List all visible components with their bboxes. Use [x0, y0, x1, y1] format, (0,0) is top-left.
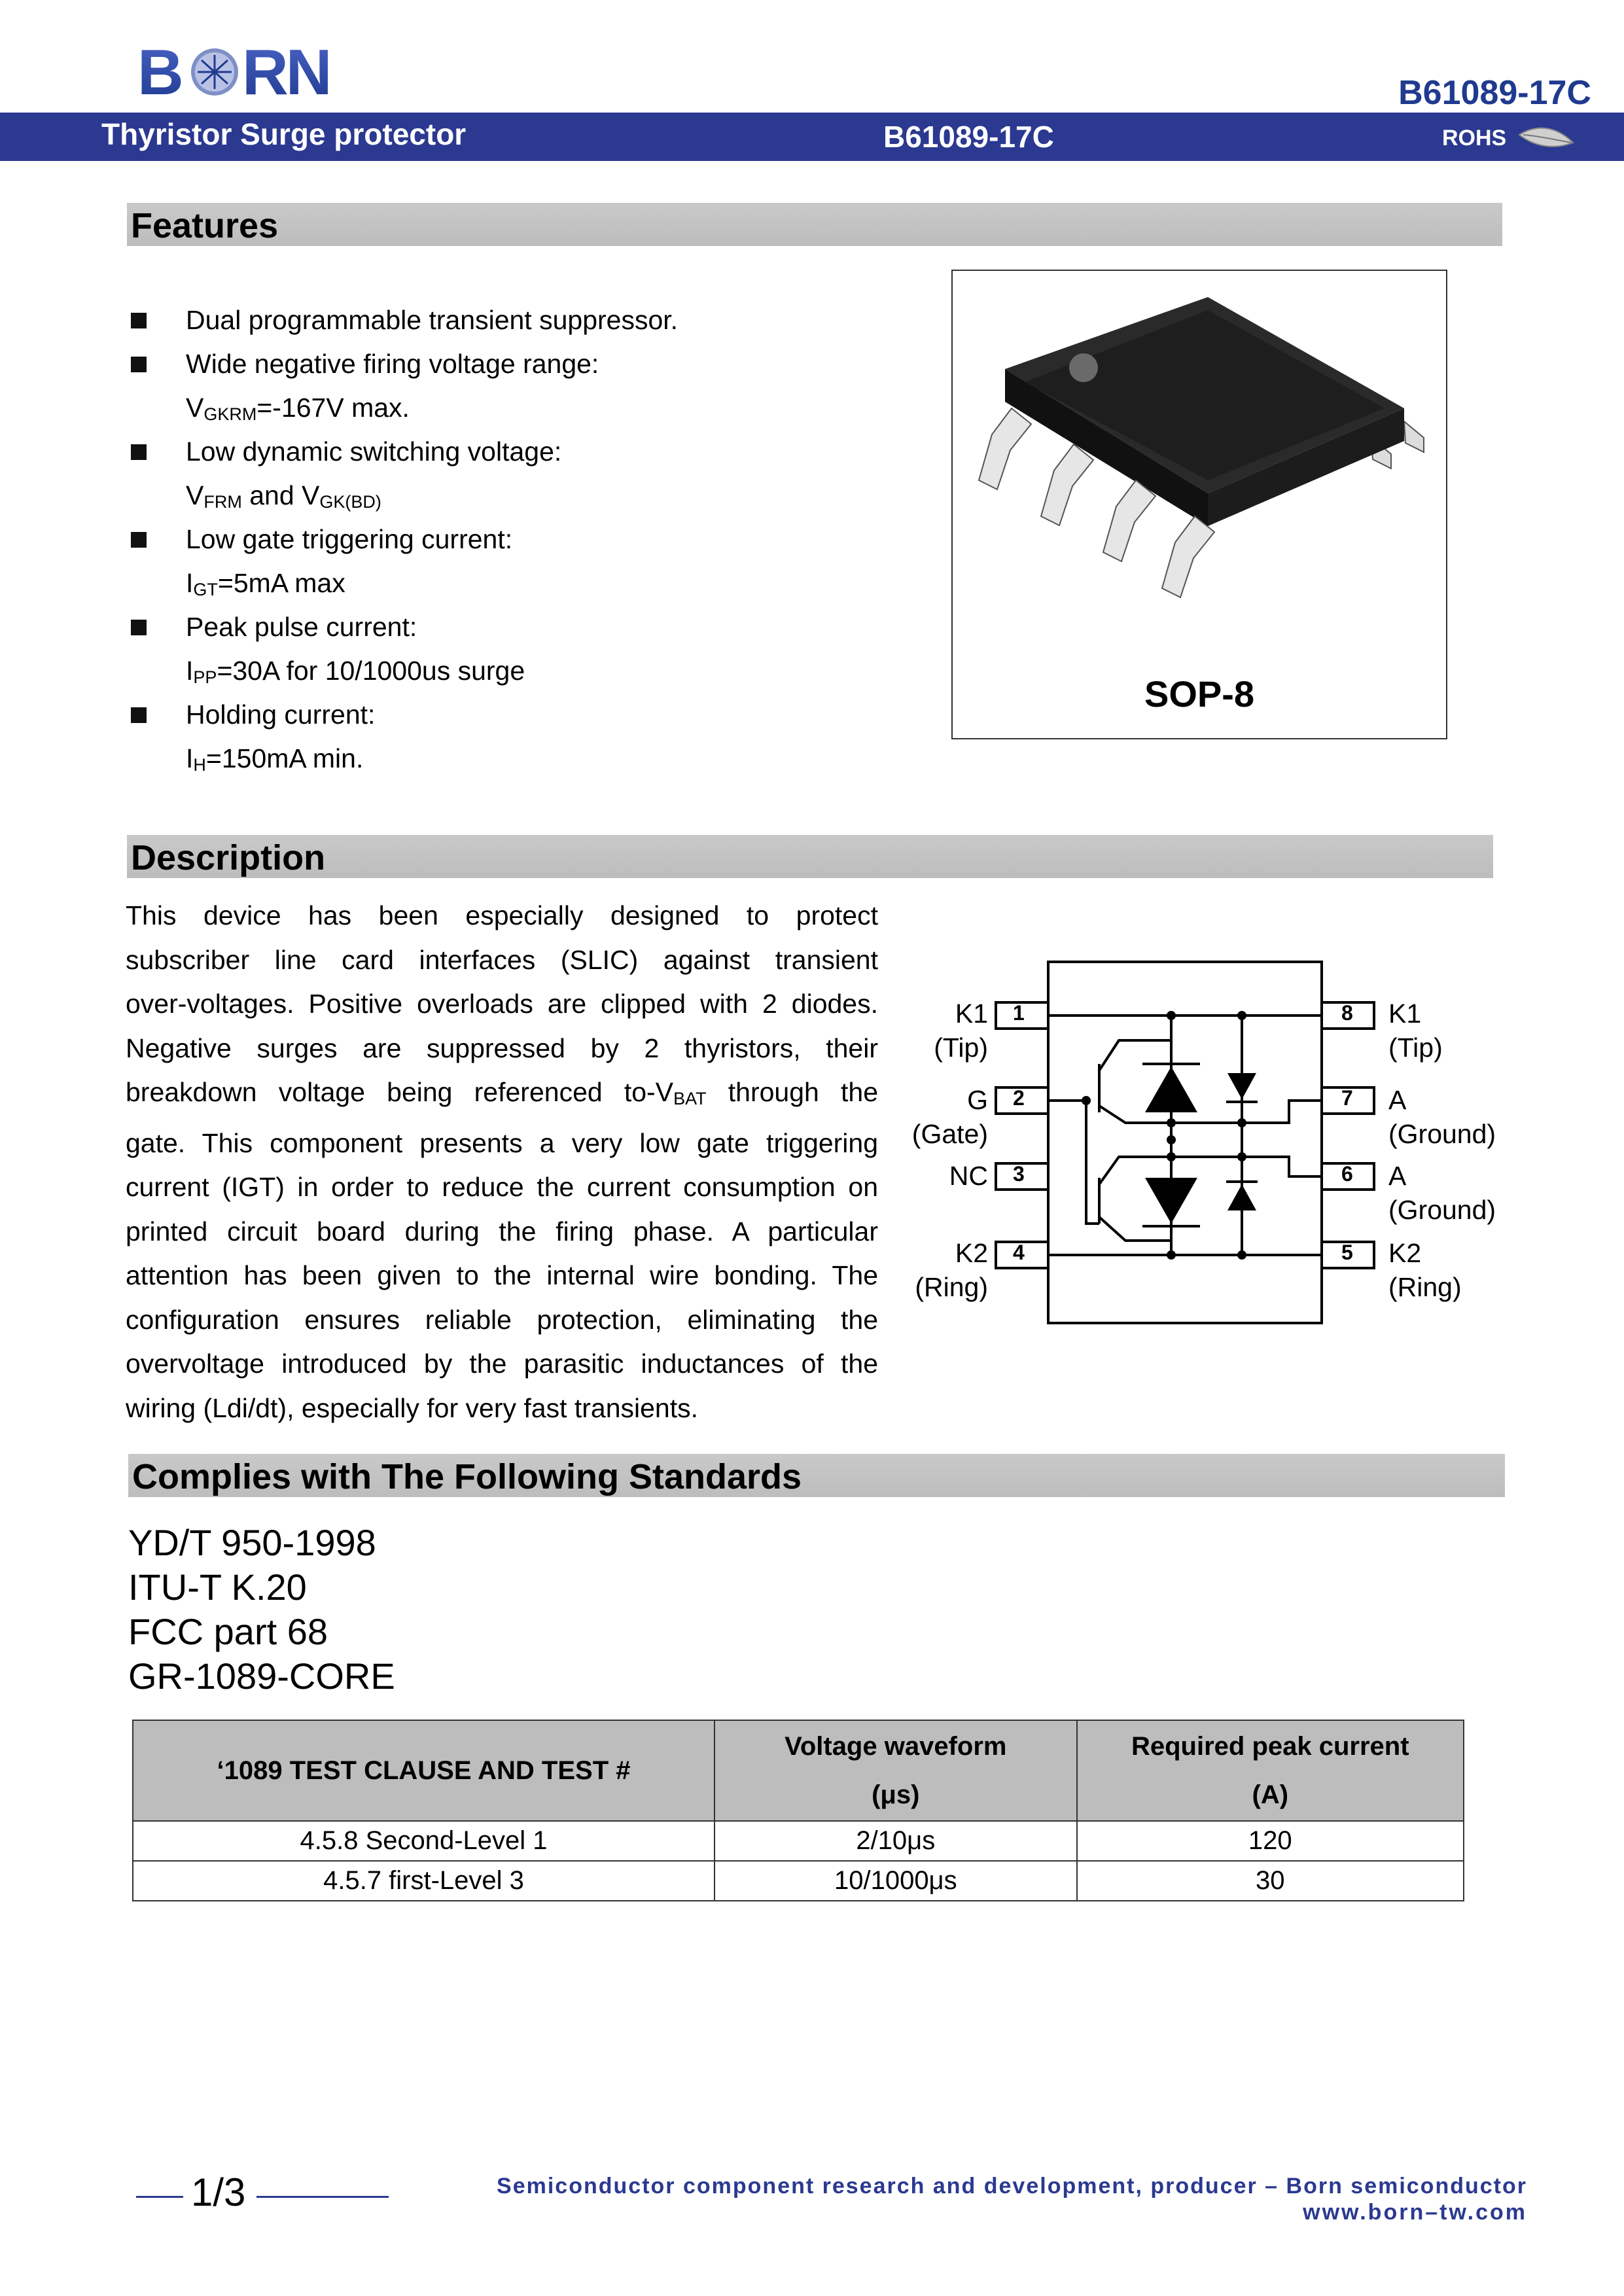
pin-sublabel: (Ground)	[1388, 1119, 1496, 1149]
features-list	[130, 298, 915, 781]
pinout-diagram	[896, 949, 1511, 1336]
table-header-row	[133, 1720, 1464, 1821]
description-text: This device has been especially designed to protect subscriber line card interfaces (SLIC) against transient over-voltages. Positive overloads are clipped with 2 diodes. Negative surges are suppressed by 2 thyristors, their breakdown voltage being referenced $to-V_{BAT}$ through the gate. This component presents a very low gate triggering current (IGT) in order to reduce the current consumption on printed circuit board during the firing phase. A particular attention has been given to the internal wire bonding. The configuration ensures reliable protection, eliminating the overvoltage introduced by the parasitic inductances of the wiring (Ldi/dt), especially for very fast transients.	[126, 900, 879, 1423]
feature-item: Wide negative firing voltage range:	[130, 342, 915, 386]
pin-label-k1: K1	[1388, 998, 1422, 1029]
pin-label-k1: K1	[955, 998, 988, 1029]
pin-number: 3	[1013, 1162, 1025, 1186]
package-label: SOP-8	[1144, 673, 1255, 715]
table-cell: 4.5.7 first-Level 3	[133, 1861, 715, 1901]
table-cell: 10/1000μs	[715, 1861, 1077, 1901]
sop8-package-illustration	[953, 271, 1446, 663]
pin-number: 1	[1013, 1001, 1025, 1025]
pin-number: 2	[1013, 1086, 1025, 1110]
package-image-frame	[951, 270, 1447, 739]
pin-label-a: A	[1388, 1085, 1407, 1115]
feature-value: $I_H=150mA$ min.	[186, 743, 364, 775]
feature-value: $V_{GKRM}=-167V$ max.	[186, 393, 410, 424]
born-logo	[137, 41, 399, 106]
svg-text:B: B	[137, 41, 181, 106]
pin-sublabel: (Ring)	[1388, 1272, 1462, 1302]
feature-item: Dual programmable transient suppressor.	[130, 298, 915, 342]
pin-number: 4	[1013, 1241, 1025, 1264]
pin-sublabel: (Ring)	[915, 1272, 988, 1302]
page-number: 1/3	[191, 2170, 246, 2214]
feature-item: Low gate triggering current:	[130, 518, 915, 561]
table-header-cell: Voltage waveform (μs)	[715, 1720, 1077, 1821]
pin-sublabel: (Ground)	[1388, 1195, 1496, 1225]
footer-website: www.born–tw.com	[1303, 2200, 1527, 2225]
svg-text:RN: RN	[242, 41, 330, 106]
standard-item: GR-1089-CORE	[128, 1655, 395, 1697]
table-header-cell: Required peak current (A)	[1077, 1720, 1464, 1821]
standard-item: FCC part 68	[128, 1611, 328, 1652]
standards-list	[128, 1521, 395, 1699]
part-number-top: B61089-17C	[1398, 74, 1591, 112]
rohs-leaf-icon	[1517, 123, 1576, 153]
pin-number: 5	[1341, 1241, 1353, 1264]
feature-value: $I_{GT}=5mA$ max	[186, 568, 345, 599]
standard-item: ITU-T K.20	[128, 1566, 307, 1608]
standards-title: Complies with The Following Standards	[132, 1457, 802, 1496]
rohs-label: ROHS	[1442, 126, 1507, 150]
feature-item: Low dynamic switching voltage:	[130, 430, 915, 474]
test-clause-table	[132, 1720, 1464, 1901]
pin-sublabel: (Gate)	[911, 1119, 988, 1149]
pin-label-k2: K2	[1388, 1238, 1422, 1268]
features-title: Features	[131, 206, 279, 245]
table-cell: 30	[1077, 1861, 1464, 1901]
band-part-number: B61089-17C	[883, 120, 1054, 154]
table-cell: 4.5.8 Second-Level 1	[133, 1821, 715, 1861]
description-title: Description	[131, 838, 326, 877]
description-section-bar	[127, 835, 1493, 878]
footer-tagline: Semiconductor component research and development, producer – Born semiconductor	[497, 2174, 1527, 2199]
pin-number: 6	[1341, 1162, 1353, 1186]
band-title: Thyristor Surge protector	[101, 117, 467, 151]
footer-rule	[136, 2196, 183, 2198]
pin-label-k2: K2	[955, 1238, 988, 1268]
table-row	[133, 1821, 1464, 1861]
table-row	[133, 1861, 1464, 1901]
pin-number: 7	[1341, 1086, 1353, 1110]
pin-sublabel: (Tip)	[934, 1033, 988, 1063]
pin-number: 8	[1341, 1001, 1353, 1025]
standards-section-bar	[128, 1454, 1505, 1497]
features-section-bar	[127, 203, 1502, 246]
table-cell: 2/10μs	[715, 1821, 1077, 1861]
feature-item: Peak pulse current:	[130, 605, 915, 649]
table-header-cell: ‘1089 TEST CLAUSE AND TEST #	[133, 1720, 715, 1821]
pin-label-nc: NC	[949, 1161, 988, 1191]
feature-value: $I_{PP}=30A$ for 10/1000us surge	[186, 656, 525, 687]
footer-rule	[256, 2196, 389, 2198]
pin-sublabel: (Tip)	[1388, 1033, 1443, 1063]
feature-item: Holding current:	[130, 693, 915, 737]
pin-label-a: A	[1388, 1161, 1407, 1191]
table-cell: 120	[1077, 1821, 1464, 1861]
pin-label-g: G	[967, 1085, 988, 1115]
feature-value: $V_{FRM}$ and $V_{GK(BD)}$	[186, 480, 381, 512]
standard-item: YD/T 950-1998	[128, 1522, 376, 1563]
